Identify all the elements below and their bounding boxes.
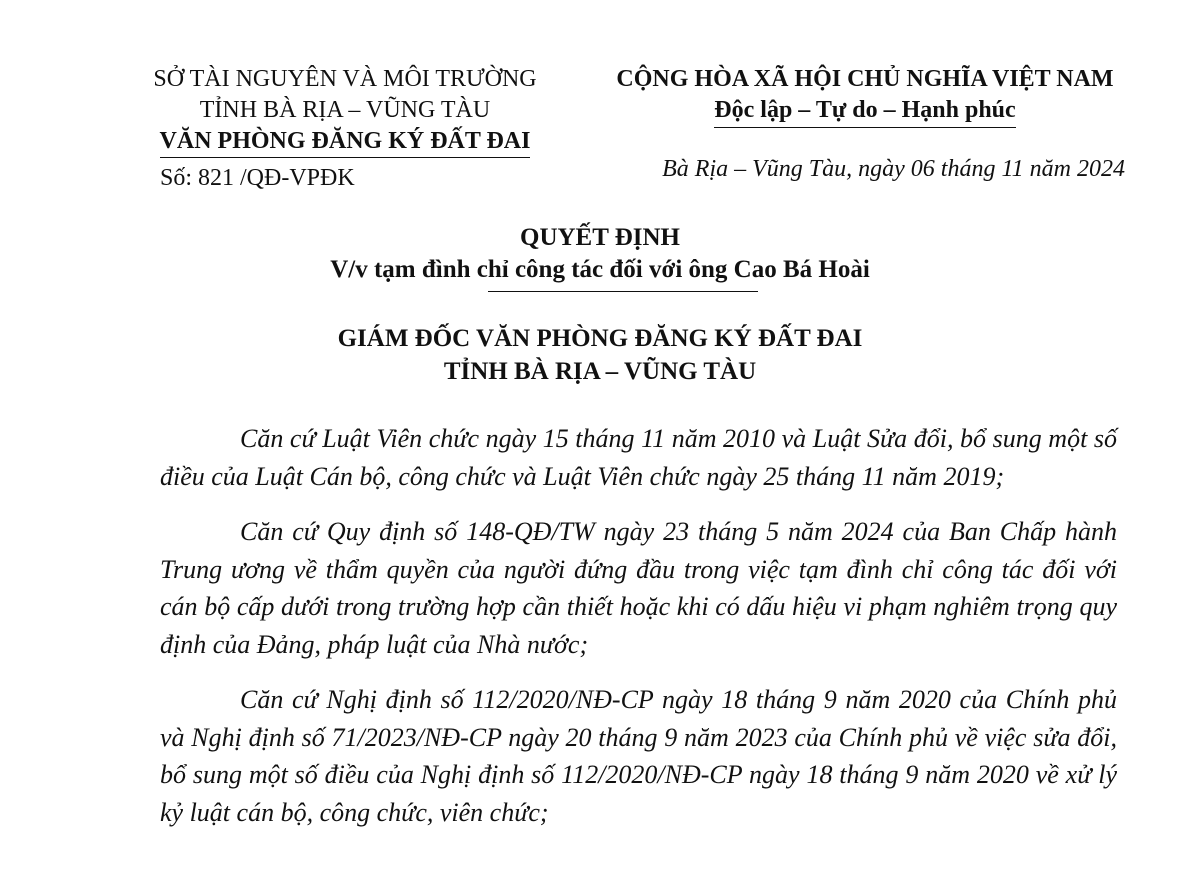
issuing-authority-block [0,322,1200,388]
national-heading-block [585,64,1145,128]
legal-basis-section [160,420,1117,849]
authority-province: TỈNH BÀ RỊA – VŨNG TÀU [443,358,757,385]
issuing-agency-block [130,64,560,194]
document-type-heading: QUYẾT ĐỊNH [520,224,680,251]
agency-name: VĂN PHÒNG ĐĂNG KÝ ĐẤT ĐAI [160,126,531,158]
national-motto: Độc lập – Tự do – Hạnh phúc [714,95,1015,128]
legal-basis-paragraph: Căn cứ Luật Viên chức ngày 15 tháng 11 năm 2010 và Luật Sửa đổi, bổ sung một số điều của Luật Cán bộ, công chức và Luật Viên chức ngày 25 tháng 11 năm 2019; [160,424,1117,491]
subject-underline-divider [488,291,758,292]
nation-name: CỘNG HÒA XÃ HỘI CHỦ NGHĨA VIỆT NAM [616,66,1114,92]
authority-title: GIÁM ĐỐC VĂN PHÒNG ĐĂNG KÝ ĐẤT ĐAI [337,325,863,352]
document-title-block [0,222,1200,286]
document-subject: V/v tạm đình chỉ công tác đối với ông Cao Bá Hoài [330,256,870,283]
province-name: TỈNH BÀ RỊA – VŨNG TÀU [199,97,491,123]
legal-basis-paragraph: Căn cứ Quy định số 148-QĐ/TW ngày 23 tháng 5 năm 2024 của Ban Chấp hành Trung ương về thẩm quyền của người đứng đầu trong việc tạm đình chỉ công tác đối với cán bộ cấp dưới trong trường hợp cần thiết hoặc khi có dấu hiệu vi phạm nghiêm trọng quy định của Đảng, pháp luật của Nhà nước; [160,517,1117,659]
legal-basis-paragraph: Căn cứ Nghị định số 112/2020/NĐ-CP ngày 18 tháng 9 năm 2020 của Chính phủ và Nghị định số 71/2023/NĐ-CP ngày 20 tháng 9 năm 2023 của Chính phủ về việc sửa đổi, bổ sung một số điều của Nghị định số 112/2020/NĐ-CP ngày 18 tháng 9 năm 2020 về xử lý kỷ luật cán bộ, công chức, viên chức; [160,685,1117,827]
place-and-date: Bà Rịa – Vũng Tàu, ngày 06 tháng 11 năm 2024 [662,156,1125,182]
parent-agency-name: SỞ TÀI NGUYÊN VÀ MÔI TRƯỜNG [153,66,537,92]
document-number: Số: 821 /QĐ-VPĐK [160,165,355,191]
